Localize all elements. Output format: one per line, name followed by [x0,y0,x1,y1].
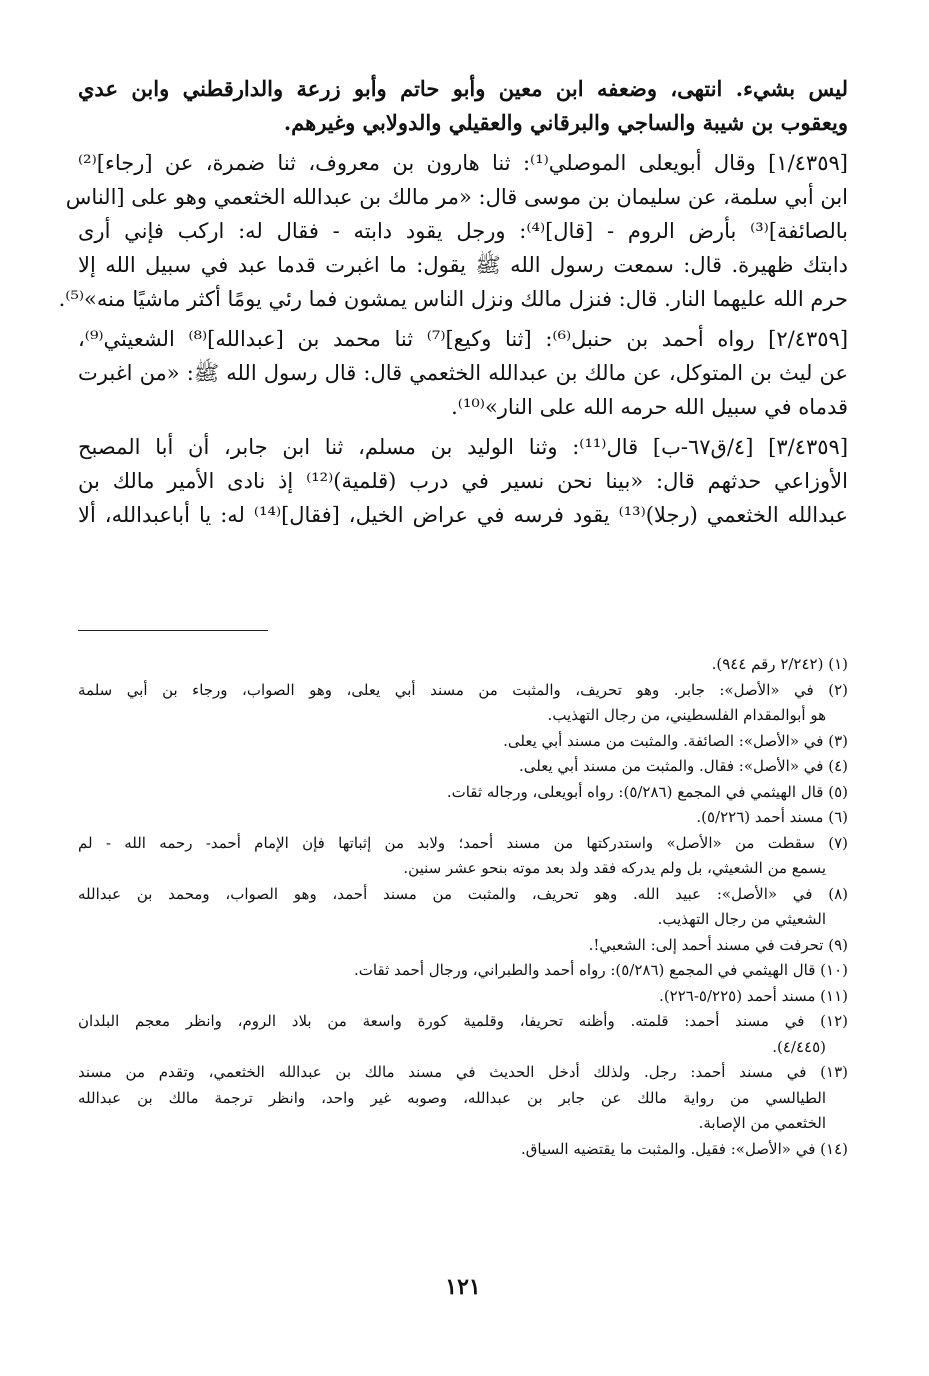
footnote: (٢) في «الأصل»: جابر. وهو تحريف، والمثبت من مسند أبي يعلى، وهو الصواب، ورجاء بن أبي سلمة [78,680,848,699]
hadith-line: [٣/٤٣٥٩] [٤/ق٦٧-ب] قال⁽¹¹⁾: وثنا الوليد بن مسلم، ثنا ابن جابر، أن أبا المصبح [78,435,849,459]
text-line: ويعقوب بن شيبة والساجي والبرقاني والعقيلي والدولابي وغيرهم. [283,110,848,135]
footnote-continuation: يسمع من الشعيثي، بل ولم يدركه فقد ولد بعد موته بنحو عشر سنين. [403,859,826,877]
hadith-line: بالصائفة]⁽³⁾ بأرض الروم - [قال]⁽⁴⁾: ورجل يقود دابته - فقال له: اركب فإني أرى [78,219,848,243]
hadith-line: [١/٤٣٥٩] وقال أبويعلى الموصلي⁽¹⁾: ثنا هارون بن معروف، ثنا ضمرة، عن [رجاء]⁽²⁾ [78,151,848,175]
footnote: (٩) تحرفت في مسند أحمد إلى: الشعبي!. [588,935,848,954]
hadith-line: قدماه في سبيل الله حرمه الله على النار»⁽¹⁰⁾. [451,395,848,419]
hadith-line: عن ليث بن المتوكل، عن مالك بن عبدالله الخثعمي قال: قال رسول الله ﷺ: «من اغبرت [78,361,848,385]
footnote: (٣) في «الأصل»: الصائفة. والمثبت من مسند أبي يعلى. [503,731,848,750]
footnote: (٥) قال الهيثمي في المجمع (٥/٢٨٦): رواه أبويعلى، ورجاله ثقات. [446,782,848,801]
footnote-continuation: الطيالسي من رواية مالك عن جابر بن عبدالله، وصوبه غير واحد، وانظر ترجمة مالك بن عبدالله [78,1088,826,1107]
footnote-divider [78,630,268,631]
footnote: (٦) مسند أحمد (٥/٢٢٦). [696,808,848,826]
page-body [58,72,849,1300]
footnote: (٧) سقطت من «الأصل» واستدركتها من مسند أحمد؛ ولابد من إثباتها فإن الإمام أحمد- رحمه الله - لم [78,833,848,852]
hadith-line: دابتك ظهيرة. قال: سمعت رسول الله ﷺ يقول: ما اغبرت قدما عبد في سبيل الله إلا [78,253,848,277]
footnote: (١١) مسند أحمد (٥/٢٢٥-٢٢٦). [659,986,848,1005]
footnote: (١٢) في مسند أحمد: قلمته. وأظنه تحريفا، وقلمية كورة واسعة من بلاد الروم، وانظر معجم البلدان [78,1012,848,1030]
footnote: (١٤) في «الأصل»: فقيل. والمثبت ما يقتضيه السياق. [520,1139,848,1158]
hadith-line: ابن أبي سلمة، عن سليمان بن موسى قال: «مر مالك بن عبدالله الخثعمي وهو على [الناس [65,185,848,209]
text-line: ليس بشيء. انتهى، وضعفه ابن معين وأبو حاتم وأبو زرعة والدارقطني وابن عدي [78,76,848,101]
footnote-continuation: الخثعمي من الإصابة. [698,1114,826,1132]
footnote-continuation: (٤/٤٤٥). [772,1037,826,1056]
page-number: ١٢١ [445,1274,481,1300]
footnote: (١) (٢/٢٤٢ رقم ٩٤٤). [711,655,848,673]
footnote: (٤) في «الأصل»: فقال. والمثبت من مسند أبي يعلى. [518,757,848,775]
hadith-line: [٢/٤٣٥٩] رواه أحمد بن حنبل⁽⁶⁾: [ثنا وكيع]⁽⁷⁾ ثنا محمد بن [عبدالله]⁽⁸⁾ الشعيثي⁽⁹⁾، [78,327,849,351]
footnote-continuation: هو أبوالمقدام الفلسطيني، من رجال التهذيب. [547,706,826,724]
hadith-line: حرم الله عليهما النار. قال: فنزل مالك ونزل الناس يمشون فما رئي يومًا أكثر ماشيًا منه»⁽⁵⁾. [58,287,848,311]
hadith-line: عبدالله الخثعمي (رجلا)⁽¹³⁾ يقود فرسه في عراض الخيل، [فقال]⁽¹⁴⁾ له: يا أباعبدالله، ألا [78,503,848,527]
footnote: (١٣) في مسند أحمد: رجل. ولذلك أدخل الحديث في مسند مالك بن عبدالله الخثعمي، وتقدم من مسند [78,1063,848,1081]
footnote: (١٠) قال الهيثمي في المجمع (٥/٢٨٦): رواه أحمد والطبراني، ورجال أحمد ثقات. [354,961,848,979]
footnotes [78,652,848,1162]
footnote: (٨) في «الأصل»: عبيد الله. وهو تحريف، والمثبت من مسند أحمد، وهو الصواب، ومحمد بن عبدالله [78,884,848,903]
footnote-continuation: الشعيثي من رجال التهذيب. [657,910,826,928]
hadith-line: الأوزاعي حدثهم قال: «بينا نحن نسير في درب (قلمية)⁽¹²⁾ إذ نادى الأمير مالك بن [78,469,848,493]
